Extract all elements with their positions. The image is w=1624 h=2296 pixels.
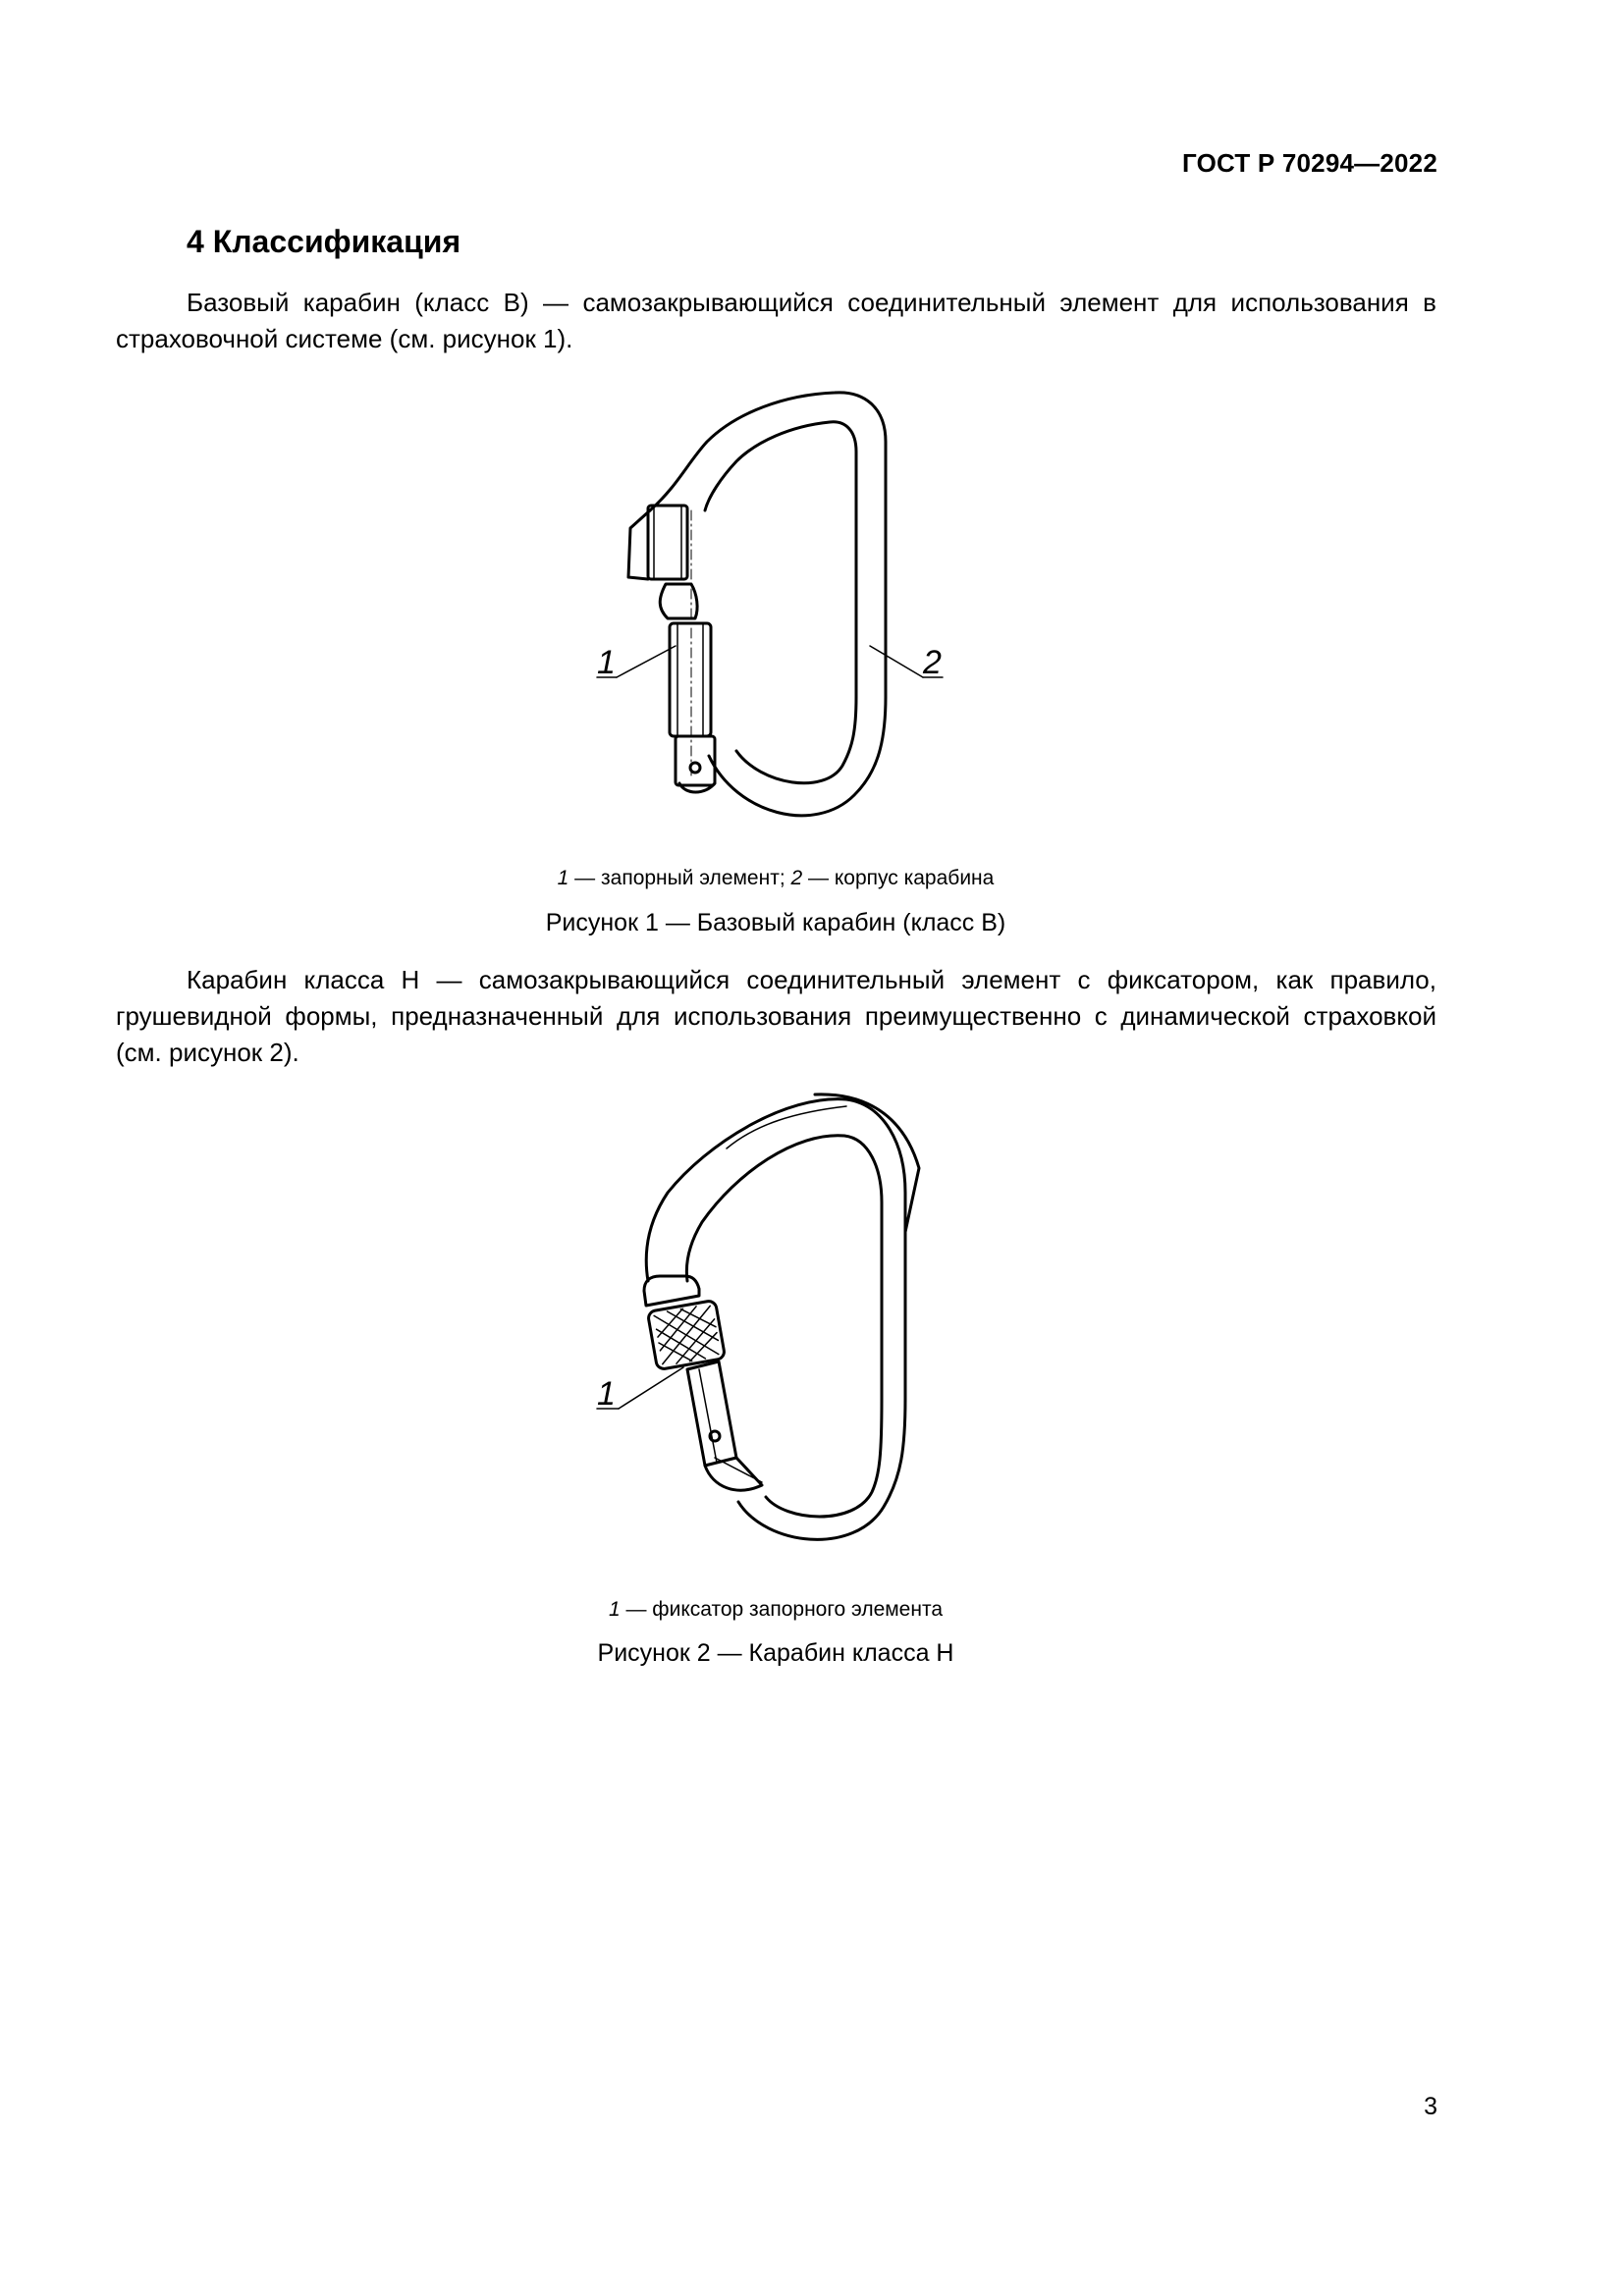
figure-1-carabiner-class-b xyxy=(589,383,962,844)
paragraph-class-h: Карабин класса H — самозакрывающийся соединительный элемент с фиксатором, как правило, грушевидной формы, предназначенный для использования преимущественно с динамической страховкой (см. рисунок 2). xyxy=(116,965,1436,1067)
callout-2: 2 xyxy=(923,644,942,681)
leader-line-1 xyxy=(589,383,614,452)
document-code: ГОСТ Р 70294—2022 xyxy=(1182,148,1437,178)
legend-1-text-2: — корпус карабина xyxy=(802,867,995,889)
page-number: 3 xyxy=(1424,2093,1437,2120)
paragraph-class-b: Базовый карабин (класс B) — самозакрывающийся соединительный элемент для использования в страховочной системе (см. рисунок 1). xyxy=(116,288,1436,353)
callout-1: 1 xyxy=(597,1375,616,1413)
legend-2-text-1: — фиксатор запорного элемента xyxy=(620,1598,944,1621)
callout-1: 1 xyxy=(597,644,616,681)
figure-2-legend xyxy=(0,1598,1551,1622)
legend-1-text-1: — запорный элемент; xyxy=(568,867,791,889)
carabiner-body-inner xyxy=(705,422,856,783)
figure-2-carabiner-class-h xyxy=(589,1085,962,1575)
legend-1-number-1: 1 xyxy=(557,867,569,889)
figure-1-caption: Рисунок 1 — Базовый карабин (класс B) xyxy=(545,909,1006,936)
legend-1-number-2: 2 xyxy=(790,867,803,889)
figure-1-legend xyxy=(0,867,1551,890)
legend-2-number-1: 1 xyxy=(608,1598,621,1621)
figure-2-caption: Рисунок 2 — Карабин класса H xyxy=(597,1639,954,1667)
section-title: 4 Классификация xyxy=(187,224,461,259)
